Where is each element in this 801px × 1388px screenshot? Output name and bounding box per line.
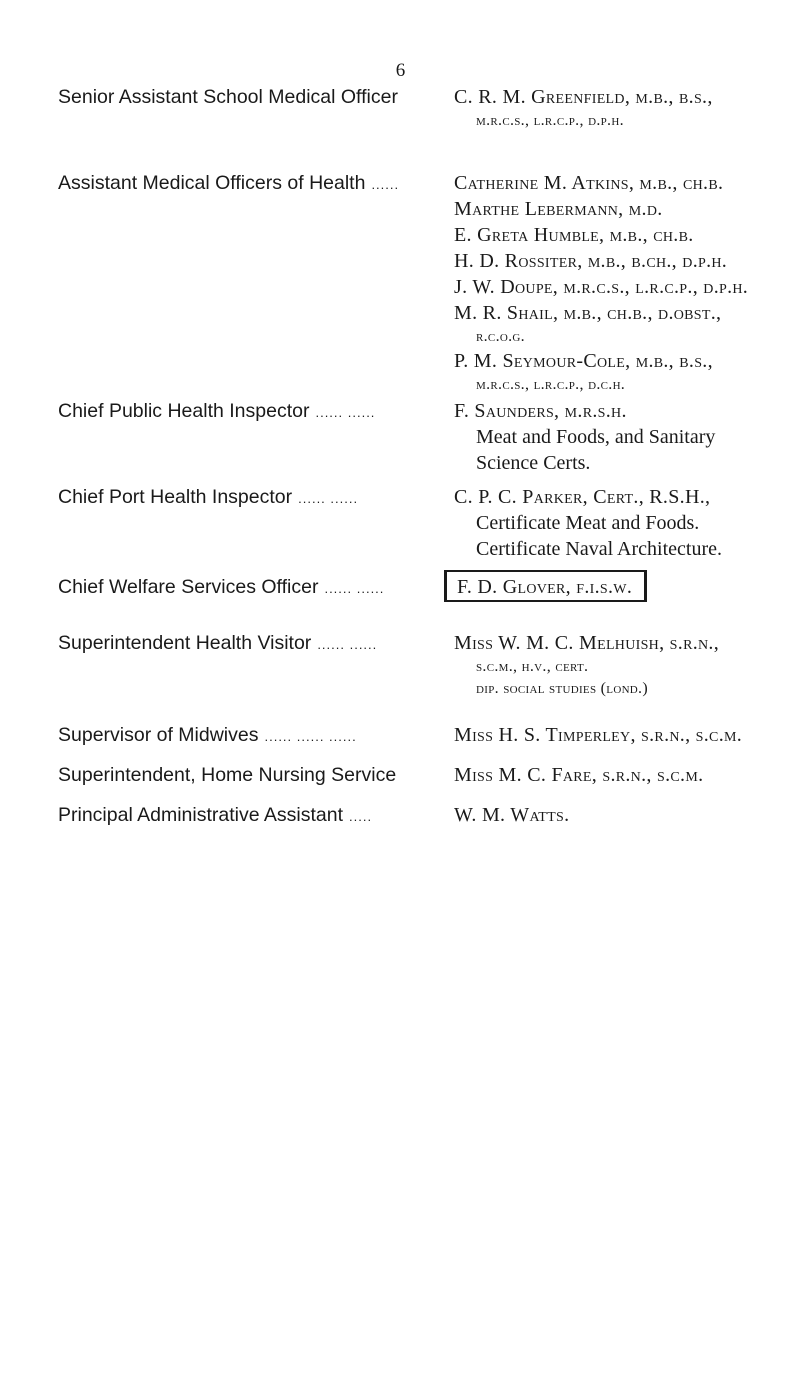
- name-line: Miss H. S. Timperley, s.r.n., s.c.m.: [454, 724, 743, 746]
- qualification-line: Certificate Naval Architecture.: [476, 538, 722, 560]
- highlight-box: F. D. Glover, f.i.s.w.: [444, 570, 647, 602]
- role-title: Superintendent Health Visitor ...... ......: [58, 632, 378, 654]
- name-line: W. M. Watts.: [454, 804, 570, 826]
- page-number: 6: [395, 60, 406, 81]
- name-line: Marthe Lebermann, m.d.: [454, 198, 663, 220]
- qualification-line: s.c.m., h.v., cert.: [476, 658, 589, 675]
- name-line: Miss W. M. C. Melhuish, s.r.n.,: [454, 632, 720, 654]
- staff-names: [454, 574, 794, 602]
- leader-dots: ...... ......: [324, 581, 385, 596]
- qualification-line: r.c.o.g.: [476, 328, 525, 345]
- staff-names: [454, 484, 794, 562]
- leader-dots: ...... ...... ......: [264, 729, 357, 744]
- role-title: Chief Port Health Inspector ...... ......: [58, 486, 359, 508]
- qualification-line: Meat and Foods, and Sanitary: [476, 426, 716, 448]
- leader-dots: .....: [349, 809, 373, 824]
- role-title: Supervisor of Midwives ...... ...... ......: [58, 724, 357, 746]
- qualification-line: Certificate Meat and Foods.: [476, 512, 700, 534]
- qualification-line: dip. social studies (lond.): [476, 680, 648, 697]
- leader-dots: ...... ......: [317, 637, 378, 652]
- role-title: Principal Administrative Assistant .....: [58, 804, 373, 826]
- name-line: Miss M. C. Fare, s.r.n., s.c.m.: [454, 764, 704, 786]
- qualification-line: m.r.c.s., l.r.c.p., d.p.h.: [476, 112, 624, 129]
- qualification-line: m.r.c.s., l.r.c.p., d.c.h.: [476, 376, 626, 393]
- role-title: Assistant Medical Officers of Health ......: [58, 172, 400, 194]
- name-line: [454, 574, 794, 602]
- staff-names: [454, 630, 794, 700]
- name-line: M. R. Shail, m.b., ch.b., d.obst.,: [454, 302, 722, 324]
- role-title: Chief Public Health Inspector ...... ......: [58, 400, 376, 422]
- name-line: C. P. C. Parker, Cert., R.S.H.,: [454, 486, 711, 508]
- name-line: H. D. Rossiter, m.b., b.ch., d.p.h.: [454, 250, 728, 272]
- role-title: Senior Assistant School Medical Officer: [58, 86, 398, 108]
- role-title: Superintendent, Home Nursing Service: [58, 764, 397, 786]
- leader-dots: ...... ......: [298, 491, 359, 506]
- staff-names: [454, 762, 794, 788]
- staff-names: [454, 84, 794, 132]
- qualification-line: Science Certs.: [476, 452, 591, 474]
- leader-dots: ......: [371, 177, 400, 192]
- name-line: J. W. Doupe, m.r.c.s., l.r.c.p., d.p.h.: [454, 276, 749, 298]
- leader-dots: ...... ......: [315, 405, 376, 420]
- name-line: E. Greta Humble, m.b., ch.b.: [454, 224, 694, 246]
- name-line: C. R. M. Greenfield, m.b., b.s.,: [454, 86, 713, 108]
- staff-names: [454, 722, 794, 748]
- name-line: F. Saunders, m.r.s.h.: [454, 400, 627, 422]
- name-line: P. M. Seymour-Cole, m.b., b.s.,: [454, 350, 713, 372]
- role-title: Chief Welfare Services Officer ...... ......: [58, 576, 385, 598]
- staff-names: [454, 802, 794, 828]
- staff-names: [454, 398, 794, 476]
- name-line: Catherine M. Atkins, m.b., ch.b.: [454, 172, 724, 194]
- staff-names: [454, 170, 794, 396]
